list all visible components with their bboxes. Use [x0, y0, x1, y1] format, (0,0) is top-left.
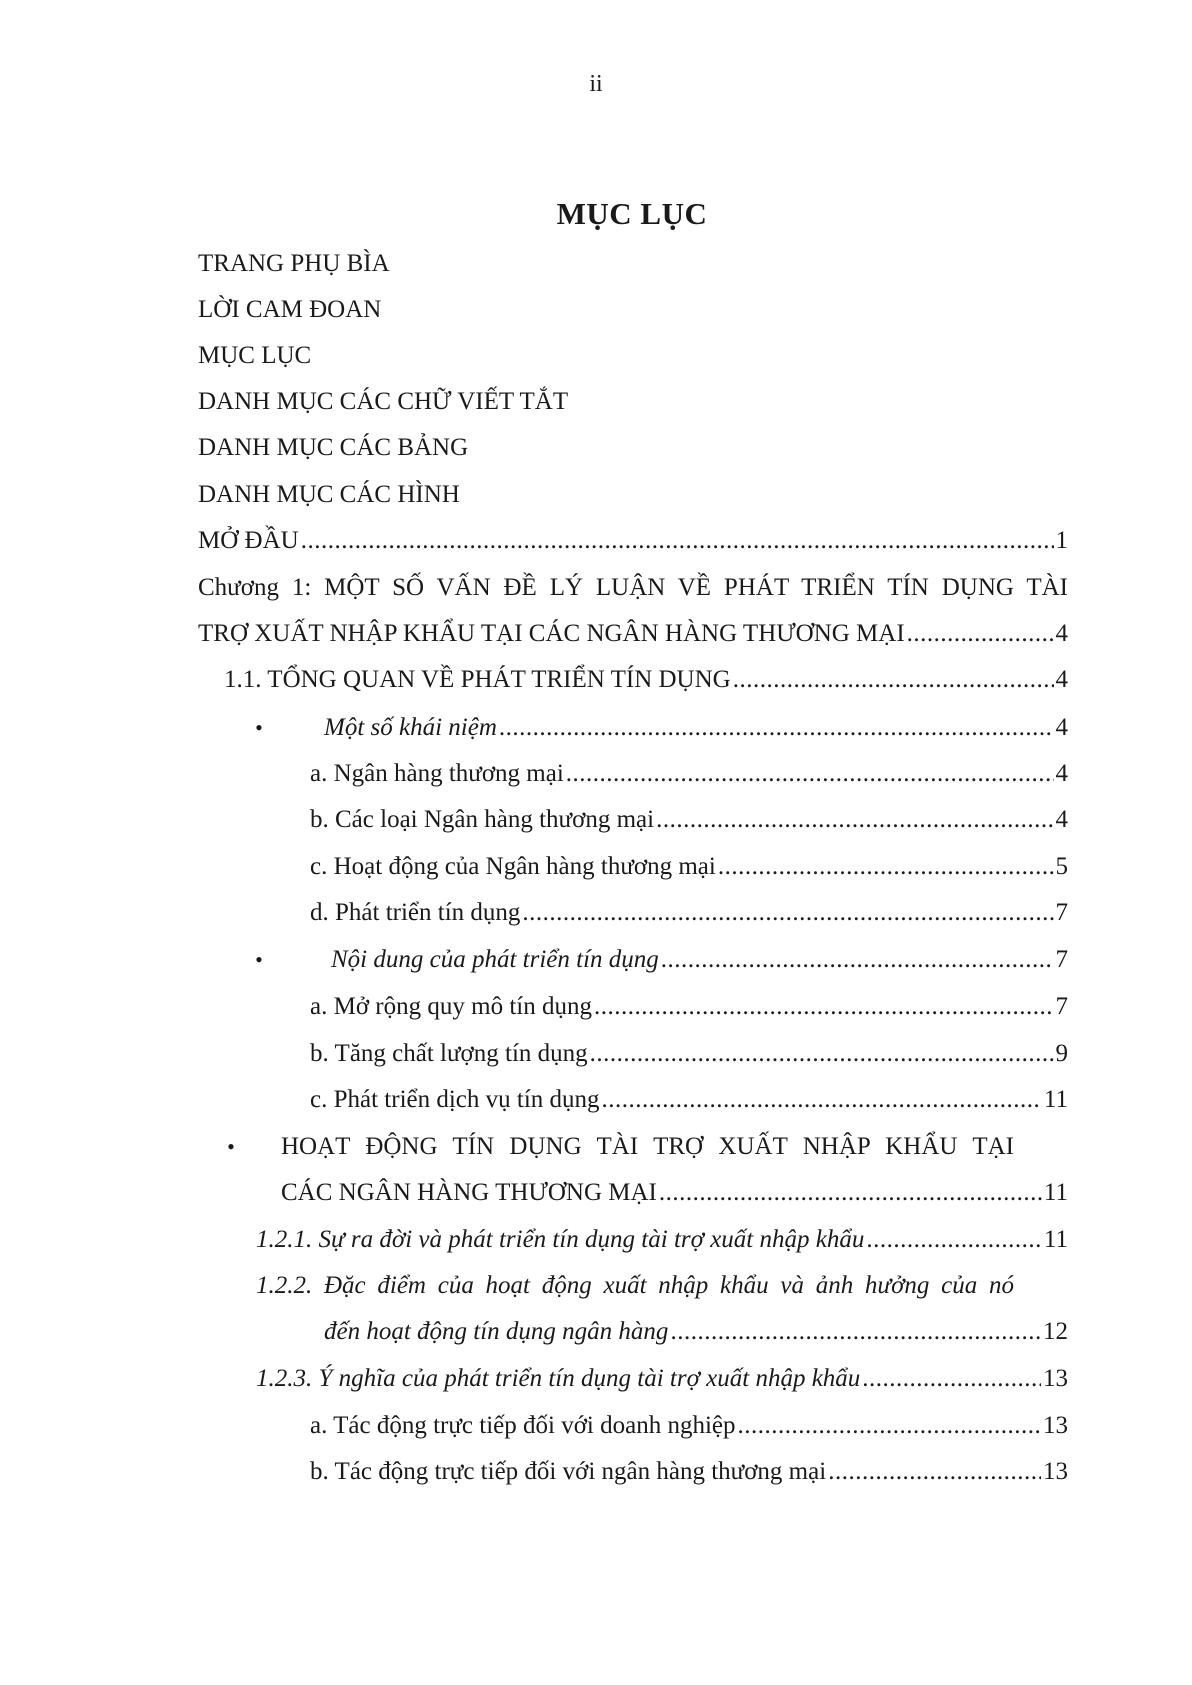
toc-entry-quality[interactable] [310, 1036, 1068, 1072]
toc-entry-1-1-a[interactable] [310, 756, 1068, 792]
toc-entry-services[interactable] [310, 1082, 1068, 1118]
toc-entry-text: 1.1. TỔNG QUAN VỀ PHÁT TRIỂN TÍN DỤNG [224, 666, 731, 693]
toc-entry-page: 1 [1055, 527, 1068, 554]
toc-entry-text: b. Tác động trực tiếp đối với ngân hàng thương mại [310, 1458, 827, 1485]
toc-leader-dots [301, 523, 1054, 559]
toc-leader-dots [733, 662, 1054, 698]
toc-entry-page: 5 [1055, 853, 1068, 880]
toc-leader-dots [670, 1314, 1041, 1350]
toc-leader-dots [522, 895, 1053, 931]
toc-entry-text: HOẠT ĐỘNG TÍN DỤNG TÀI TRỢ XUẤT NHẬP KHẨU TẠI [281, 1133, 1014, 1160]
toc-entry-text: DANH MỤC CÁC CHỮ VIẾT TẮT [198, 388, 569, 415]
toc-entry-credit-content[interactable] [331, 942, 1068, 978]
toc-entry-page: 13 [1043, 1412, 1068, 1439]
toc-entry-1-2-3-a[interactable] [310, 1408, 1068, 1444]
toc-leader-dots [590, 1036, 1054, 1072]
toc-entry-1-2-cont[interactable] [281, 1175, 1068, 1211]
toc-entry-scale[interactable] [310, 989, 1068, 1025]
toc-entry-page: 4 [1055, 806, 1068, 833]
toc-entry-page: 13 [1043, 1458, 1068, 1485]
bullet-icon: • [255, 715, 263, 740]
toc-leader-dots [566, 756, 1054, 792]
toc-entry-page: 7 [1055, 899, 1068, 926]
page-title: MỤC LỤC [556, 196, 708, 231]
toc-entry-text: TRỢ XUẤT NHẬP KHẨU TẠI CÁC NGÂN HÀNG THƯƠNG MẠI [198, 620, 905, 647]
toc-entry-page: 4 [1055, 620, 1068, 647]
toc-leader-dots [656, 802, 1053, 838]
toc-entry-concepts[interactable] [324, 710, 1068, 746]
toc-entry-chapter-1[interactable] [198, 570, 1068, 606]
toc-leader-dots [907, 616, 1054, 652]
toc-entry-text: a. Mở rộng quy mô tín dụng [310, 993, 592, 1020]
toc-entry-text: TRANG PHỤ BÌA [198, 250, 390, 277]
toc-entry-page: 4 [1055, 666, 1068, 693]
toc-entry-text: 1.2.3. Ý nghĩa của phát triển tín dụng tài trợ xuất nhập khẩu [256, 1365, 861, 1392]
toc-entry-contents[interactable] [198, 338, 1068, 374]
toc-entry-text: DANH MỤC CÁC BẢNG [198, 434, 469, 461]
toc-entry-1-2-2[interactable] [256, 1268, 1014, 1304]
toc-entry-page: 11 [1043, 1226, 1068, 1253]
toc-entry-text: b. Các loại Ngân hàng thương mại [310, 806, 655, 833]
toc-entry-text: DANH MỤC CÁC HÌNH [198, 481, 460, 508]
toc-entry-text: b. Tăng chất lượng tín dụng [310, 1040, 588, 1067]
toc-entry-1-1-d[interactable] [310, 895, 1068, 931]
toc-entry-page: 7 [1055, 946, 1068, 973]
toc-leader-dots [594, 989, 1054, 1025]
toc-entry-page: 11 [1043, 1179, 1068, 1206]
toc-leader-dots [602, 1082, 1042, 1118]
toc-entry-1-2-2-cont[interactable] [324, 1314, 1068, 1350]
toc-entry-1-2-1[interactable] [256, 1222, 1068, 1258]
toc-entry-text: LỜI CAM ĐOAN [198, 296, 382, 323]
toc-entry-page: 7 [1055, 993, 1068, 1020]
toc-entry-text: 1.2.2. Đặc điểm của hoạt động xuất nhập khẩu và ảnh hưởng của nó [256, 1272, 1014, 1299]
toc-entry-text: đến hoạt động tín dụng ngân hàng [324, 1318, 669, 1345]
toc-entry-text: Nội dung của phát triển tín dụng [331, 946, 659, 973]
toc-entry-text: d. Phát triển tín dụng [310, 899, 521, 926]
toc-entry-abbreviations[interactable] [198, 384, 1068, 420]
toc-entry-1-2-3[interactable] [256, 1361, 1068, 1397]
toc-entry-page: 9 [1055, 1040, 1068, 1067]
toc-entry-page: 11 [1043, 1086, 1068, 1113]
toc-entry-text: Chương 1: MỘT SỐ VẤN ĐỀ LÝ LUẬN VỀ PHÁT TRIỂN TÍN DỤNG TÀI [198, 574, 1068, 601]
toc-entry-text: MỞ ĐẦU [198, 527, 299, 554]
toc-entry-text: Một số khái niệm [324, 714, 497, 741]
toc-entry-text: MỤC LỤC [198, 342, 312, 369]
toc-entry-1-1-b[interactable] [310, 802, 1068, 838]
toc-leader-dots [499, 710, 1054, 746]
toc-entry-declaration[interactable] [198, 292, 1068, 328]
toc-entry-1-1[interactable] [224, 662, 1068, 698]
toc-entry-page: 12 [1043, 1318, 1068, 1345]
toc-entry-text: c. Phát triển dịch vụ tín dụng [310, 1086, 600, 1113]
toc-entry-text: c. Hoạt động của Ngân hàng thương mại [310, 853, 716, 880]
toc-leader-dots [866, 1222, 1042, 1258]
toc-entry-chapter-1-cont[interactable] [198, 616, 1068, 652]
toc-entry-text: 1.2.1. Sự ra đời và phát triển tín dụng tài trợ xuất nhập khẩu [256, 1226, 865, 1253]
toc-entry-introduction[interactable] [198, 523, 1068, 559]
toc-leader-dots [659, 1175, 1042, 1211]
toc-leader-dots [738, 1408, 1041, 1444]
toc-entry-cover[interactable] [198, 246, 1068, 282]
toc-entry-figures[interactable] [198, 477, 1068, 513]
toc-entry-page: 4 [1055, 714, 1068, 741]
toc-leader-dots [661, 942, 1054, 978]
bullet-icon: • [255, 947, 263, 972]
toc-entry-tables[interactable] [198, 430, 1068, 466]
toc-entry-text: a. Ngân hàng thương mại [310, 760, 564, 787]
toc-entry-1-2-3-b[interactable] [310, 1454, 1068, 1490]
toc-entry-text: CÁC NGÂN HÀNG THƯƠNG MẠI [281, 1179, 657, 1206]
toc-entry-1-2[interactable] [281, 1129, 1014, 1165]
toc-leader-dots [718, 849, 1054, 885]
toc-entry-page: 13 [1043, 1365, 1068, 1392]
toc-entry-page: 4 [1055, 760, 1068, 787]
toc-entry-text: a. Tác động trực tiếp đối với doanh nghiệp [310, 1412, 736, 1439]
page-number: ii [589, 71, 603, 97]
toc-entry-1-1-c[interactable] [310, 849, 1068, 885]
toc-leader-dots [862, 1361, 1041, 1397]
bullet-icon: • [227, 1134, 235, 1159]
toc-leader-dots [828, 1454, 1041, 1490]
